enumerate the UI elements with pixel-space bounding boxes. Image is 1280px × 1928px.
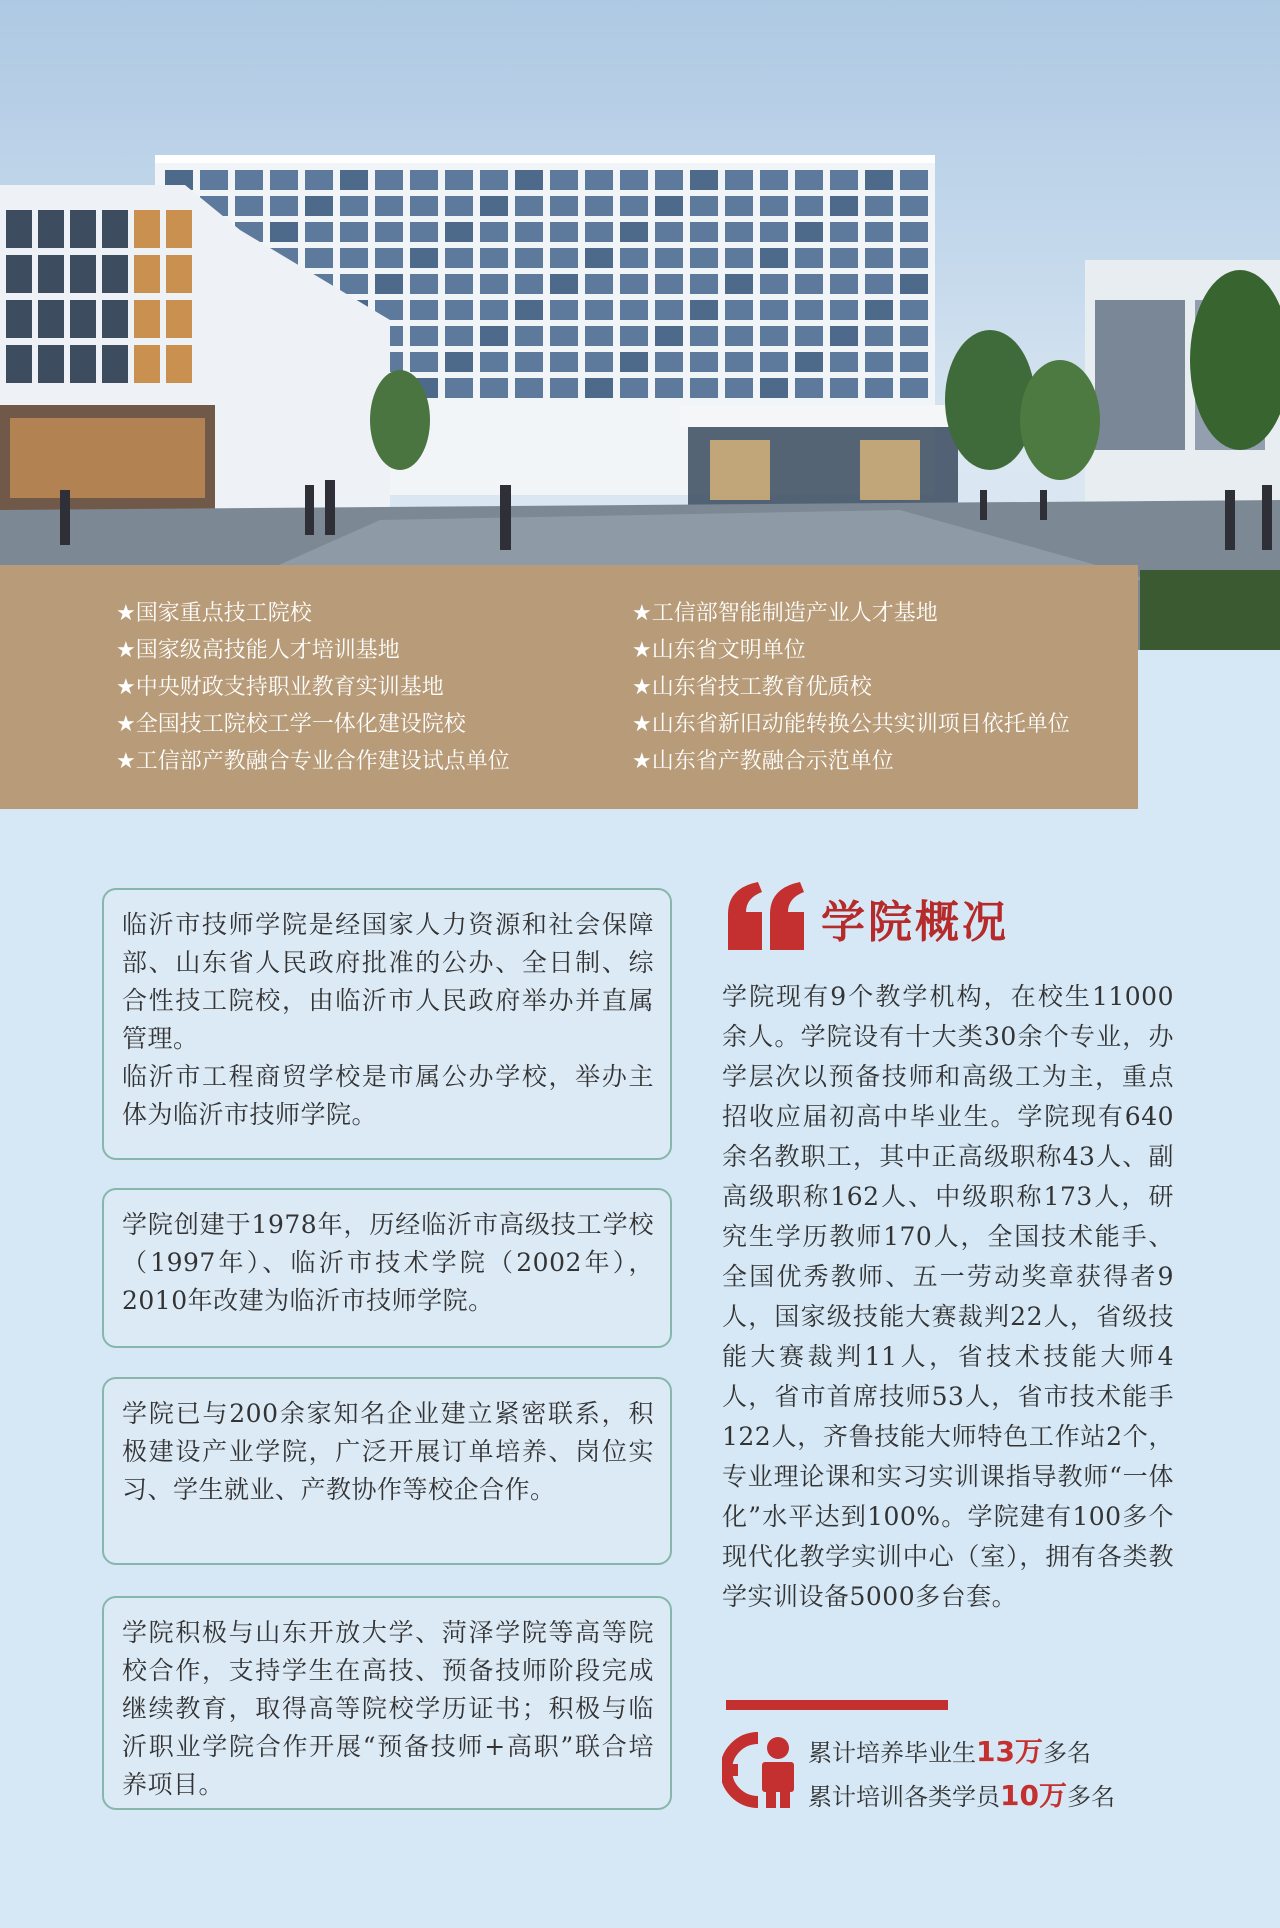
- stat-label: 累计培训各类学员: [808, 1783, 1000, 1811]
- stat-label: 累计培养毕业生: [808, 1739, 976, 1767]
- honors-left-column: [116, 595, 510, 780]
- stat-trainees: [808, 1774, 1115, 1818]
- gear-person-icon: [722, 1728, 800, 1810]
- honors-band: [0, 565, 1138, 809]
- honor-item: ★山东省技工教育优质校: [632, 675, 872, 700]
- honor-item: ★全国技工院校工学一体化建设院校: [116, 712, 466, 737]
- cooperation-paragraph: 学院积极与山东开放大学、菏泽学院等高等院校合作，支持学生在高技、预备技师阶段完成继续教育，取得高等院校学历证书；积极与临沂职业学院合作开展“预备技师+高职”联合培养项目。: [122, 1618, 654, 1799]
- honor-item: ★国家重点技工院校: [116, 601, 312, 626]
- honor-item: ★山东省新旧动能转换公共实训项目依托单位: [632, 712, 1070, 737]
- honor-item: ★中央财政支持职业教育实训基地: [116, 675, 444, 700]
- stats-list: [808, 1730, 1115, 1818]
- campus-building-illustration: [0, 0, 1280, 650]
- honors-right-column: [632, 595, 1070, 780]
- honor-item: ★工信部产教融合专业合作建设试点单位: [116, 749, 510, 774]
- campus-hero-image: [0, 0, 1280, 650]
- history-box: [102, 1188, 672, 1348]
- honor-item: ★山东省文明单位: [632, 638, 806, 663]
- cooperation-box: [102, 1596, 672, 1810]
- intro-paragraph: 临沂市技师学院是经国家人力资源和社会保障部、山东省人民政府批准的公办、全日制、综合性技工院校，由临沂市人民政府举办并直属管理。: [122, 910, 654, 1053]
- history-paragraph: 学院创建于1978年，历经临沂市高级技工学校（1997年）、临沂市技术学院（2002年），2010年改建为临沂市技师学院。: [122, 1210, 654, 1315]
- quote-mark-icon: [724, 878, 810, 954]
- stat-suffix: 多名: [1042, 1739, 1091, 1767]
- stat-graduates: [808, 1730, 1115, 1774]
- stat-number: 10万: [1000, 1779, 1067, 1812]
- honor-item: ★国家级高技能人才培训基地: [116, 638, 400, 663]
- stat-suffix: 多名: [1066, 1783, 1115, 1811]
- intro-paragraph: 临沂市工程商贸学校是市属公办学校，举办主体为临沂市技师学院。: [122, 1062, 654, 1129]
- honor-item: ★山东省产教融合示范单位: [632, 749, 894, 774]
- intro-box: [102, 888, 672, 1160]
- overview-body: 学院现有9个教学机构，在校生11000余人。学院设有十大类30余个专业，办学层次以预备技师和高级工为主，重点招收应届初高中毕业生。学院现有640余名教职工，其中正高级职称43人、副高级职称162人、中级职称173人，研究生学历教师170人，全国技术能手、全国优秀教师、五一劳动奖章获得者9人，国家级技能大赛裁判22人，省级技能大赛裁判11人，省技术技能大师4人，省市首席技师53人，省市技术能手122人，齐鲁技能大师特色工作站2个，专业理论课和实习实训课指导教师“一体化”水平达到100%。学院建有100多个现代化教学实训中心（室），拥有各类教学实训设备5000多台套。: [722, 982, 1174, 1611]
- honor-item: ★工信部智能制造产业人才基地: [632, 601, 938, 626]
- enterprise-box: [102, 1377, 672, 1565]
- overview-title: 学院概况: [821, 897, 1009, 948]
- enterprise-paragraph: 学院已与200余家知名企业建立紧密联系，积极建设产业学院，广泛开展订单培养、岗位实习、学生就业、产教协作等校企合作。: [122, 1399, 654, 1504]
- stat-number: 13万: [976, 1735, 1043, 1768]
- divider-bar: [726, 1700, 948, 1710]
